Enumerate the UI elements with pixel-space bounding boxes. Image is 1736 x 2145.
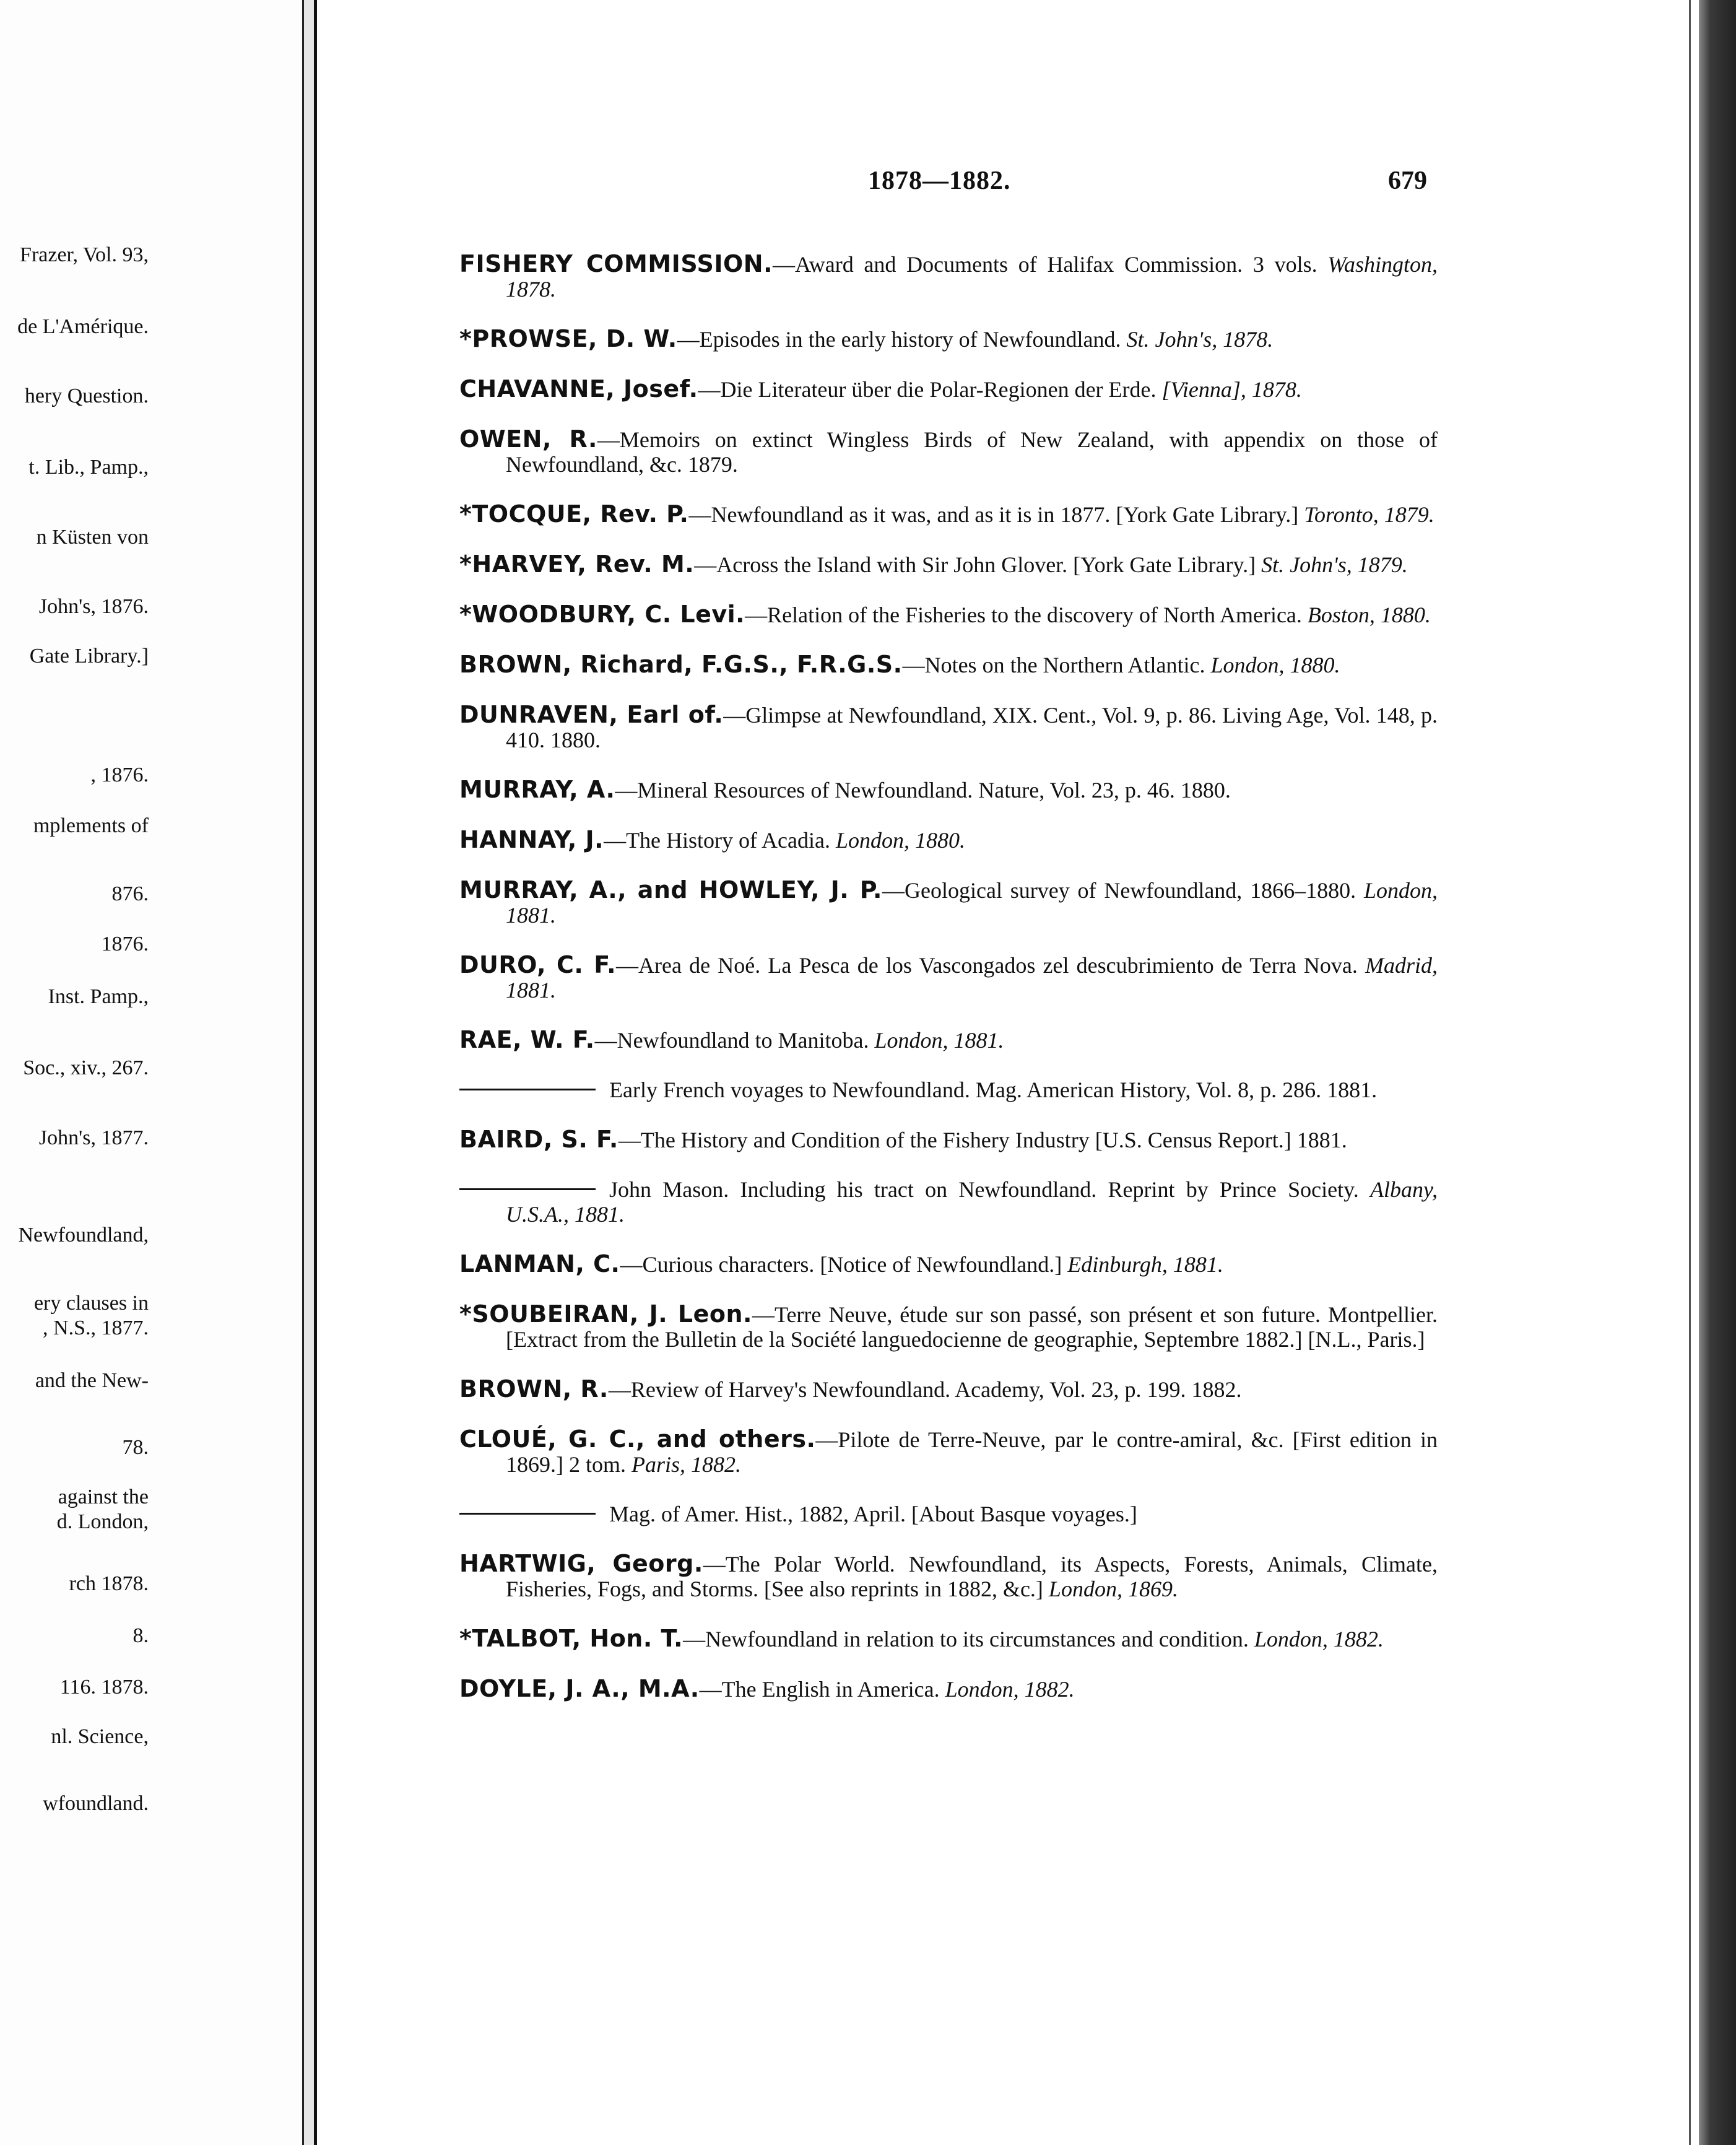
left-page-line: against the — [58, 1486, 149, 1508]
entry-imprint: London, 1882. — [945, 1677, 1075, 1702]
entry-description: —Memoirs on extinct Wingless Birds of New Zealand, with appendix on those of Newfoundland, &c. 1879. — [506, 427, 1438, 477]
entry-author: LANMAN, C. — [459, 1250, 620, 1277]
entry-author: MURRAY, A., and HOWLEY, J. P. — [459, 876, 882, 903]
entry-description: —The Polar World. Newfoundland, its Aspects, Forests, Animals, Climate, Fisheries, Fogs, and Storms. [See also reprints in 1882, &c.] — [506, 1552, 1438, 1601]
bibliography-entry — [459, 602, 1438, 627]
entry-author: CLOUÉ, G. C., and others. — [459, 1425, 816, 1453]
bibliography-entry — [459, 552, 1438, 577]
bibliography-entry — [459, 1502, 1438, 1526]
entry-imprint: Toronto, 1879. — [1304, 502, 1434, 527]
bibliography-entry — [459, 1626, 1438, 1651]
entry-imprint: Albany, U.S.A., 1881. — [506, 1177, 1438, 1227]
entry-author: BAIRD, S. F. — [459, 1126, 618, 1153]
entry-description: —Relation of the Fisheries to the discovery of North America. — [745, 603, 1302, 627]
entry-imprint: Edinburgh, 1881. — [1067, 1252, 1223, 1277]
entry-imprint: St. John's, 1879. — [1261, 552, 1408, 577]
left-page-line: rch 1878. — [69, 1572, 149, 1595]
left-page-line: hery Question. — [24, 385, 149, 407]
left-page-line: d. London, — [56, 1510, 149, 1533]
left-page-line: ery clauses in — [33, 1292, 149, 1315]
entry-imprint: London, 1880. — [835, 828, 965, 853]
entry-author: *SOUBEIRAN, J. Leon. — [459, 1300, 752, 1328]
entry-description: —Episodes in the early history of Newfoundland. — [677, 327, 1121, 352]
entry-author: *TALBOT, Hon. T. — [459, 1625, 684, 1652]
left-page-line: John's, 1876. — [38, 595, 149, 618]
entry-description: —Newfoundland as it was, and as it is in 1877. [York Gate Library.] — [688, 502, 1299, 527]
ditto-rule — [459, 1089, 596, 1090]
bibliography-entry — [459, 952, 1438, 1003]
bibliography-entry — [459, 777, 1438, 803]
bibliography-entry — [459, 502, 1438, 527]
left-page-line: and the New- — [35, 1369, 149, 1392]
gutter-shadow — [304, 0, 314, 2145]
entry-imprint: Washington, 1878. — [506, 252, 1438, 302]
entry-author: DOYLE, J. A., M.A. — [459, 1675, 700, 1702]
entry-description: —Notes on the Northern Atlantic. — [902, 653, 1205, 677]
running-title: 1878—1882. — [868, 167, 1011, 195]
left-page-line: nl. Science, — [51, 1725, 149, 1748]
bibliography-entry — [459, 1551, 1438, 1601]
bibliography-entry — [459, 1377, 1438, 1402]
entry-imprint: [Vienna], 1878. — [1161, 377, 1302, 402]
entry-description: —The History and Condition of the Fishery Industry [U.S. Census Report.] 1881. — [618, 1128, 1347, 1152]
entry-description: —Mineral Resources of Newfoundland. Nature, Vol. 23, p. 46. 1880. — [615, 778, 1231, 803]
bibliography-entry — [459, 376, 1438, 402]
bibliography-entry — [459, 702, 1438, 752]
bibliography-entry — [459, 877, 1438, 928]
left-page-line: n Küsten von — [36, 526, 149, 549]
entry-description: —Curious characters. [Notice of Newfoundland.] — [620, 1252, 1062, 1277]
left-page-line: wfoundland. — [43, 1792, 149, 1815]
bibliography-entry — [459, 1127, 1438, 1152]
left-page-line: 116. 1878. — [59, 1676, 149, 1699]
entry-description: —Pilote de Terre-Neuve, par le contre-amiral, &c. [First edition in 1869.] 2 tom. — [506, 1427, 1438, 1477]
entry-imprint: London, 1880. — [1210, 653, 1340, 677]
left-page-line: 1876. — [101, 933, 149, 955]
entry-imprint: London, 1882. — [1254, 1627, 1384, 1651]
bibliography-entry — [459, 1027, 1438, 1053]
previous-page-fragment — [0, 0, 302, 2145]
entry-author: *WOODBURY, C. Levi. — [459, 601, 745, 628]
entry-author: *PROWSE, D. W. — [459, 325, 677, 352]
left-page-line: t. Lib., Pamp., — [28, 456, 149, 479]
entry-description: —Review of Harvey's Newfoundland. Academy, Vol. 23, p. 199. 1882. — [608, 1377, 1242, 1402]
bibliography-entry — [459, 1427, 1438, 1477]
right-page-edge-line — [1689, 0, 1691, 2145]
bibliography-entry — [459, 427, 1438, 477]
page-number: 679 — [1388, 167, 1427, 195]
entry-description: —The English in America. — [699, 1677, 940, 1702]
entry-description: —Newfoundland to Manitoba. — [594, 1028, 869, 1053]
entry-description: Mag. of Amer. Hist., 1882, April. [About Basque voyages.] — [609, 1502, 1137, 1526]
entry-author: BROWN, R. — [459, 1375, 609, 1403]
entry-author: HARTWIG, Georg. — [459, 1550, 703, 1577]
ditto-rule — [459, 1188, 596, 1190]
left-page-line: , N.S., 1877. — [43, 1316, 149, 1339]
bibliography-entry — [459, 1676, 1438, 1702]
left-page-line: 8. — [132, 1624, 149, 1647]
book-fore-edge — [1699, 0, 1736, 2145]
bibliography-entry — [459, 1177, 1438, 1227]
bibliography-entry — [459, 326, 1438, 352]
entry-author: CHAVANNE, Josef. — [459, 375, 698, 402]
entry-description: —Across the Island with Sir John Glover. [York Gate Library.] — [694, 552, 1256, 577]
left-page-line: , 1876. — [90, 764, 149, 786]
entry-description: —Area de Noé. La Pesca de los Vascongados zel descubrimiento de Terra Nova. — [616, 953, 1358, 978]
entry-description: —The History of Acadia. — [604, 828, 830, 853]
entry-imprint: Madrid, 1881. — [506, 953, 1438, 1003]
entry-author: HANNAY, J. — [459, 826, 604, 853]
left-page-line: 876. — [111, 882, 149, 905]
entry-author: OWEN, R. — [459, 425, 597, 453]
entry-description: —Die Literateur über die Polar-Regionen der Erde. — [698, 377, 1157, 402]
left-page-line: Gate Library.] — [29, 645, 149, 668]
entry-description: John Mason. Including his tract on Newfoundland. Reprint by Prince Society. — [609, 1177, 1359, 1202]
entry-author: DURO, C. F. — [459, 951, 616, 978]
bibliography-entry — [459, 1251, 1438, 1277]
left-page-line: mplements of — [33, 814, 149, 837]
entry-imprint: Boston, 1880. — [1307, 603, 1431, 627]
entry-author: FISHERY COMMISSION. — [459, 250, 773, 277]
entry-imprint: London, 1881. — [506, 878, 1438, 928]
left-page-line: Newfoundland, — [18, 1224, 149, 1247]
entry-author: BROWN, Richard, F.G.S., F.R.G.S. — [459, 651, 903, 678]
left-page-line: Frazer, Vol. 93, — [20, 243, 149, 266]
entry-description: —Award and Documents of Halifax Commission. 3 vols. — [773, 252, 1317, 277]
left-page-line: John's, 1877. — [38, 1126, 149, 1149]
entry-description: —Terre Neuve, étude sur son passé, son présent et son future. Montpellier. [Extract from the Bulletin de la Société languedocienne de geographie, Septembre 1882.] [N.L., Paris.] — [506, 1302, 1438, 1352]
left-page-line: Inst. Pamp., — [48, 985, 149, 1008]
entry-imprint: Paris, 1882. — [631, 1452, 742, 1477]
entry-description: Early French voyages to Newfoundland. Mag. American History, Vol. 8, p. 286. 1881. — [609, 1077, 1378, 1102]
left-page-line: Soc., xiv., 267. — [23, 1056, 149, 1079]
left-page-line: 78. — [122, 1436, 149, 1459]
entry-description: —Glimpse at Newfoundland, XIX. Cent., Vol. 9, p. 86. Living Age, Vol. 148, p. 410. 1880. — [506, 703, 1438, 752]
entry-imprint: London, 1869. — [1048, 1577, 1178, 1601]
left-page-line: de L'Amérique. — [17, 315, 149, 338]
entry-author: *HARVEY, Rev. M. — [459, 550, 695, 578]
bibliography-entry — [459, 1077, 1438, 1102]
entry-imprint: London, 1881. — [874, 1028, 1004, 1053]
entry-description: —Geological survey of Newfoundland, 1866–1880. — [882, 878, 1356, 903]
entry-imprint: St. John's, 1878. — [1126, 327, 1274, 352]
entry-author: DUNRAVEN, Earl of. — [459, 701, 724, 728]
ditto-rule — [459, 1513, 596, 1515]
bibliography-entry — [459, 251, 1438, 302]
bibliography-list — [459, 229, 1438, 1726]
entry-author: RAE, W. F. — [459, 1026, 595, 1053]
bibliography-entry — [459, 652, 1438, 677]
main-page — [317, 0, 1689, 2145]
entry-author: *TOCQUE, Rev. P. — [459, 500, 689, 528]
entry-description: —Newfoundland in relation to its circumstances and condition. — [683, 1627, 1249, 1651]
bibliography-entry — [459, 827, 1438, 853]
entry-author: MURRAY, A. — [459, 776, 615, 803]
bibliography-entry — [459, 1302, 1438, 1352]
